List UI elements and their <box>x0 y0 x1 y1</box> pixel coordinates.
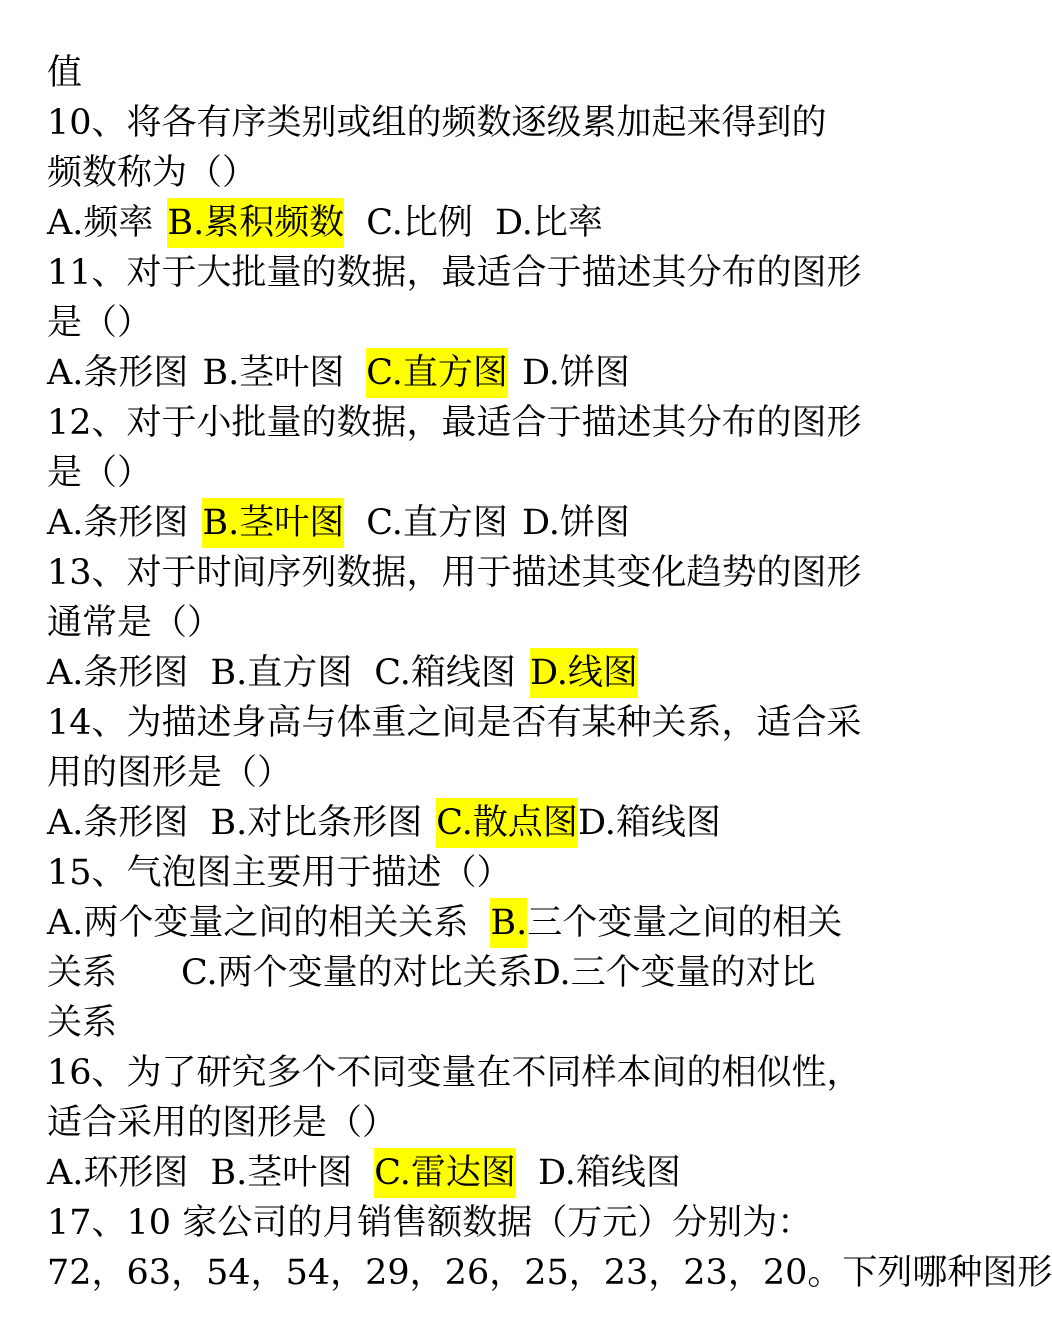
option-b-text: 三个变量之间的相关 <box>527 903 843 943</box>
option-b-answer: B. <box>490 898 527 948</box>
option-c: C.两个变量的对比关系 <box>181 953 533 993</box>
question-17 <box>47 1198 907 1248</box>
question-text: 是（） <box>47 303 153 343</box>
option-d: D.饼图 <box>521 353 630 393</box>
question-12-cont <box>47 448 907 498</box>
question-text: 是（） <box>47 453 153 493</box>
question-text: 16、为了研究多个不同变量在不同样本间的相似性， <box>47 1053 862 1093</box>
question-13-cont <box>47 598 907 648</box>
option-c: C.比例 <box>366 203 473 243</box>
q16-options <box>47 1148 907 1198</box>
question-text: 17、10 家公司的月销售额数据（万元）分别为： <box>47 1203 813 1243</box>
q11-options <box>47 348 907 398</box>
q15-options-line1 <box>47 898 907 948</box>
question-14 <box>47 698 907 748</box>
option-c: C.箱线图 <box>374 653 516 693</box>
option-b-text-cont: 关系 <box>47 953 118 993</box>
question-12 <box>47 398 907 448</box>
option-b: B.对比条形图 <box>210 803 423 843</box>
option-c-answer: C.雷达图 <box>374 1148 516 1198</box>
line-text: 值 <box>47 53 83 93</box>
option-d: D.箱线图 <box>537 1153 681 1193</box>
q10-options <box>47 198 907 248</box>
question-16 <box>47 1048 907 1098</box>
document-page <box>47 48 1052 1298</box>
option-a: A.两个变量之间的相关关系 <box>47 903 469 943</box>
text-line <box>47 48 907 98</box>
option-b: B.直方图 <box>210 653 353 693</box>
question-text: 频数称为（） <box>47 153 258 193</box>
option-a: A.条形图 <box>47 503 189 543</box>
option-d: D.比率 <box>494 203 603 243</box>
question-11-cont <box>47 298 907 348</box>
option-b: B.茎叶图 <box>202 353 345 393</box>
question-text: 用的图形是（） <box>47 753 293 793</box>
option-c: C.直方图 <box>366 503 508 543</box>
option-b: B.茎叶图 <box>210 1153 353 1193</box>
question-10-cont <box>47 148 907 198</box>
option-a: A.条形图 <box>47 653 189 693</box>
option-d-text-cont: 关系 <box>47 1003 118 1043</box>
question-11 <box>47 248 907 298</box>
question-text: 适合采用的图形是（） <box>47 1103 398 1143</box>
question-text: 15、气泡图主要用于描述（） <box>47 853 512 893</box>
question-text: 11、对于大批量的数据，最适合于描述其分布的图形 <box>47 253 862 293</box>
option-a: A.条形图 <box>47 803 189 843</box>
question-15 <box>47 848 907 898</box>
option-b-answer: B.累积频数 <box>167 198 344 248</box>
option-c-answer: C.散点图 <box>436 798 578 848</box>
option-a: A.条形图 <box>47 353 189 393</box>
question-text: 72，63，54，54，29，26，25，23，23，20。下列哪种图形 <box>47 1253 1052 1293</box>
option-a: A.环形图 <box>47 1153 189 1193</box>
question-13 <box>47 548 907 598</box>
q13-options <box>47 648 907 698</box>
question-17-cont <box>47 1248 1052 1298</box>
question-14-cont <box>47 748 907 798</box>
option-a: A.频率 <box>47 203 154 243</box>
question-10 <box>47 98 907 148</box>
question-16-cont <box>47 1098 907 1148</box>
q12-options <box>47 498 907 548</box>
option-c-answer: C.直方图 <box>366 348 508 398</box>
question-text: 14、为描述身高与体重之间是否有某种关系，适合采 <box>47 703 862 743</box>
question-text: 12、对于小批量的数据，最适合于描述其分布的图形 <box>47 403 862 443</box>
q15-options-line3 <box>47 998 907 1048</box>
option-d-answer: D.线图 <box>530 648 638 698</box>
option-b-answer: B.茎叶图 <box>202 498 344 548</box>
q14-options <box>47 798 907 848</box>
question-text: 13、对于时间序列数据，用于描述其变化趋势的图形 <box>47 553 862 593</box>
q15-options-line2 <box>47 948 907 998</box>
option-d: D.饼图 <box>521 503 630 543</box>
question-text: 10、将各有序类别或组的频数逐级累加起来得到的 <box>47 103 827 143</box>
option-d: D.箱线图 <box>577 803 721 843</box>
question-text: 通常是（） <box>47 603 223 643</box>
option-d: D.三个变量的对比 <box>532 953 816 993</box>
